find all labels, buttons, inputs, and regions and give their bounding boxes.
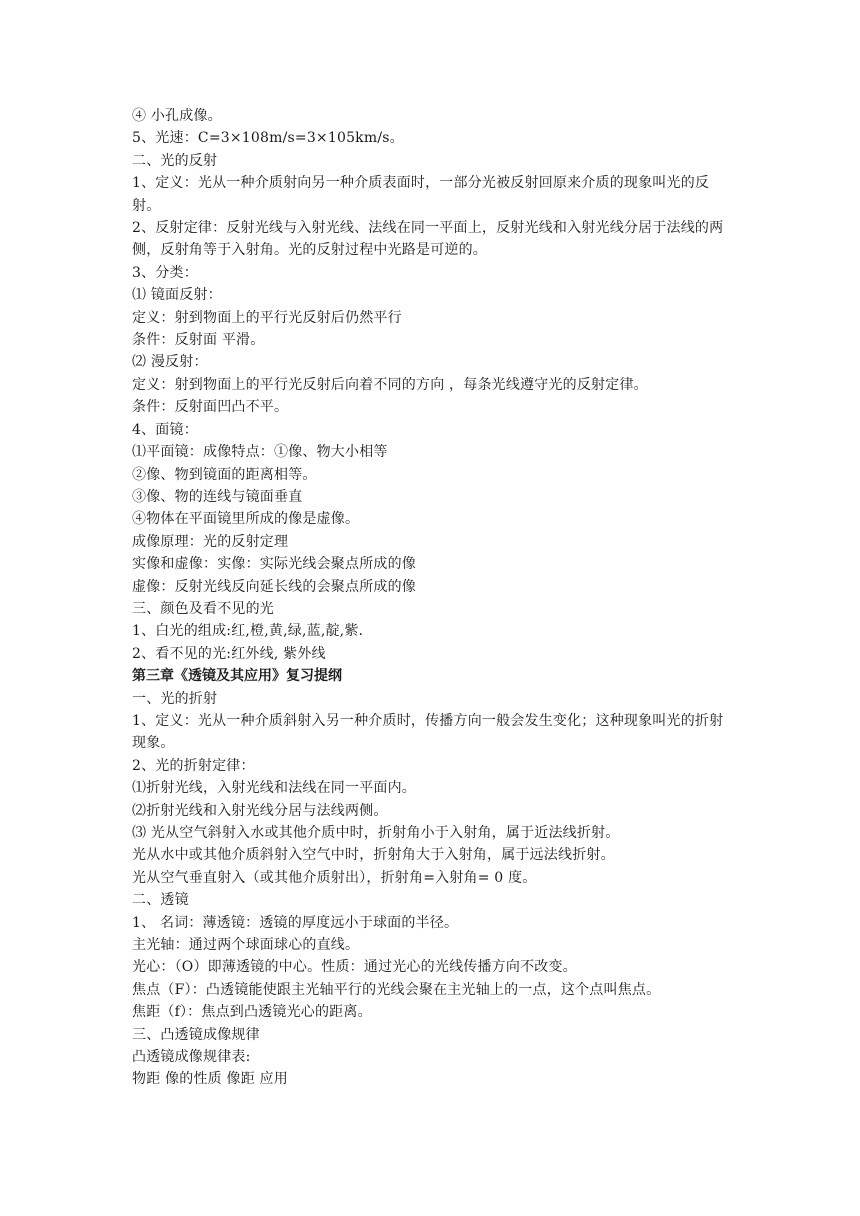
- text-line: ⑴ 镜面反射：: [132, 287, 222, 304]
- section-heading: 二、光的反射: [132, 152, 218, 169]
- text-line: 条件：反射面 平滑。: [132, 332, 265, 349]
- text-line: 4、面镜：: [132, 421, 198, 438]
- text-line: 焦距（f）：焦点到凸透镜光心的距离。: [132, 1004, 372, 1021]
- text-line: ⑵ 漫反射：: [132, 354, 208, 371]
- table-header-line: 物距 像的性质 像距 应用: [132, 1071, 288, 1088]
- text-line: 主光轴：通过两个球面球心的直线。: [132, 937, 360, 954]
- text-line: 实像和虚像：实像：实际光线会聚点所成的像: [132, 556, 416, 573]
- text-line: 光从空气垂直射入（或其他介质射出），折射角=入射角= 0 度。: [132, 869, 537, 886]
- text-line: 1、 名词：薄透镜：透镜的厚度远小于球面的半径。: [132, 914, 459, 931]
- text-line: 虚像：反射光线反向延长线的会聚点所成的像: [132, 578, 416, 595]
- text-paragraph: 1、定义：光从一种介质斜射入另一种介质时，传播方向一般会发生变化；这种现象叫光的折射现象。: [132, 712, 724, 752]
- text-line: 5、光速：C=3×108m/s=3×105km/s。: [132, 130, 404, 147]
- section-heading: 三、颜色及看不见的光: [132, 600, 274, 617]
- section-heading: 一、光的折射: [132, 690, 218, 707]
- text-line: 光心：（O）即薄透镜的中心。性质：通过光心的光线传播方向不改变。: [132, 959, 577, 976]
- text-line: ④物体在平面镜里所成的像是虚像。: [132, 511, 360, 528]
- text-line: ③像、物的连线与镜面垂直: [132, 488, 303, 505]
- text-line: ④ 小孔成像。: [132, 108, 222, 124]
- text-line: 定义：射到物面上的平行光反射后仍然平行: [132, 309, 402, 326]
- text-line: 2、光的折射定律：: [132, 757, 255, 774]
- text-line: 光从水中或其他介质斜射入空气中时，折射角大于入射角，属于远法线折射。: [132, 847, 615, 864]
- text-line: 3、分类：: [132, 264, 198, 281]
- text-line: ⑶ 光从空气斜射入水或其他介质中时，折射角小于入射角，属于近法线折射。: [132, 825, 620, 841]
- document-page: [132, 105, 732, 1091]
- text-line: 定义：射到物面上的平行光反射后向着不同的方向 ，每条光线遵守光的反射定律。: [132, 376, 648, 393]
- text-line: 成像原理：光的反射定理: [132, 533, 289, 550]
- text-line: ⑴平面镜：成像特点：①像、物大小相等: [132, 444, 388, 461]
- chapter-heading: 第三章《透镜及其应用》复习提纲: [132, 668, 342, 685]
- text-line: 焦点（F）：凸透镜能使跟主光轴平行的光线会聚在主光轴上的一点，这个点叫焦点。: [132, 981, 661, 998]
- text-paragraph: 1、定义：光从一种介质射向另一种介质表面时，一部分光被反射回原来介质的现象叫光的反射。: [132, 175, 710, 214]
- text-line: 条件：反射面凹凸不平。: [132, 399, 289, 416]
- text-paragraph: 2、反射定律：反射光线与入射光线、法线在同一平面上，反射光线和入射光线分居于法线的两侧，反射角等于入射角。光的反射过程中光路是可逆的。: [132, 220, 724, 259]
- text-line: ②像、物到镜面的距离相等。: [132, 466, 317, 483]
- text-line: 2、看不见的光:红外线, 紫外线: [132, 645, 326, 662]
- section-heading: 二、透镜: [132, 892, 189, 909]
- section-heading: 三、凸透镜成像规律: [132, 1026, 260, 1043]
- text-line: ⑵折射光线和入射光线分居与法线两侧。: [132, 802, 388, 819]
- text-line: 1、白光的组成:红,橙,黄,绿,蓝,靛,紫.: [132, 623, 364, 640]
- text-line: ⑴折射光线，入射光线和法线在同一平面内。: [132, 780, 416, 797]
- text-line: 凸透镜成像规律表:: [132, 1049, 251, 1066]
